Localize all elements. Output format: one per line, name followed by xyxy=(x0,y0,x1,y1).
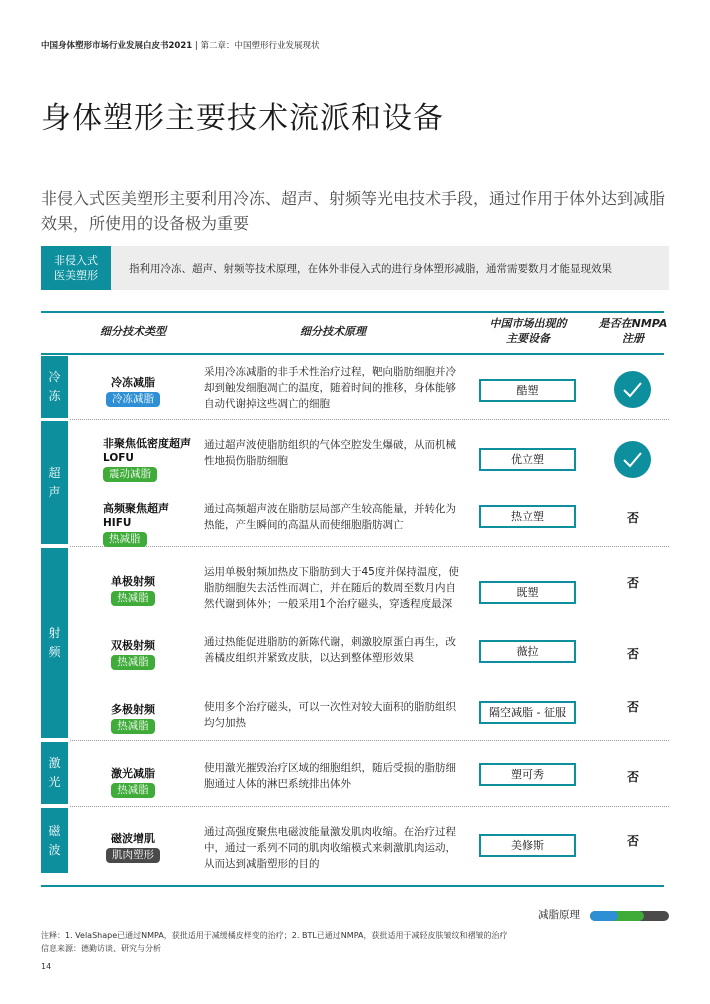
table-row-type xyxy=(78,639,188,670)
group-cold-char1: 冷 xyxy=(48,370,61,384)
header-divider: | xyxy=(194,41,201,51)
group-separator xyxy=(70,419,669,420)
group-label-rf xyxy=(41,548,68,738)
table-bottom-rule xyxy=(41,885,664,887)
category-description: 指利用冷冻、超声、射频等技术原理，在体外非侵入式的进行身体塑形减脂，通常需要数月才能显现效果 xyxy=(111,246,669,290)
nmpa-status: 否 xyxy=(627,576,640,590)
technique-principle: 通过超声波使脂肪组织的气体空腔发生爆破，从而机械性地损伤脂肪细胞 xyxy=(204,439,456,467)
technique-principle: 采用冷冻减脂的非手术性治疗过程，靶向脂肪细胞并冷却到触发细胞凋亡的温度，随着时间的推移，身体能够自动代谢掉这些凋亡的细胞 xyxy=(204,366,456,410)
technique-principle: 通过热能促进脂肪的新陈代谢，刺激胶原蛋白再生，改善橘皮组织并紧致皮肤，以达到整体塑形效果 xyxy=(204,636,456,664)
nmpa-status: 否 xyxy=(627,647,640,661)
page-subtitle: 非侵入式医美塑形主要利用冷冻、超声、射频等光电技术手段，通过作用于体外达到减脂效果，所使用的设备极为重要 xyxy=(41,189,666,233)
group-separator xyxy=(70,806,669,807)
nmpa-registered-check-icon xyxy=(614,371,651,408)
principle-badge: 热减脂 xyxy=(111,783,155,798)
group-label-magnetic xyxy=(41,808,68,873)
technique-principle: 运用单极射频加热皮下脂肪到大于45度并保持温度，使脂肪细胞失去活性而凋亡，并在随后的数周至数月内自然代谢到体外；一般采用1个治疗磁头，穿透程度最深 xyxy=(204,566,459,610)
technique-principle: 通过高频超声波在脂肪层局部产生较高能量，并转化为热能，产生瞬间的高温从而使细胞脂肪凋亡 xyxy=(204,503,456,531)
device-name: 既塑 xyxy=(479,581,576,604)
column-header-device-line2: 主要设备 xyxy=(506,332,550,345)
principle-badge: 热减脂 xyxy=(111,655,155,670)
technique-name: 高频聚焦超声 xyxy=(103,502,169,515)
technique-name: 非聚焦低密度超声 xyxy=(103,437,191,450)
group-magnetic-char2: 波 xyxy=(48,842,61,857)
technique-name: 激光减脂 xyxy=(111,767,155,780)
category-label-line2: 医美塑形 xyxy=(54,269,98,282)
technique-principle: 使用激光摧毁治疗区域的细胞组织，随后受损的脂肪细胞通过人体的淋巴系统排出体外 xyxy=(204,762,456,790)
device-name: 优立塑 xyxy=(479,448,576,471)
principle-badge: 肌肉塑形 xyxy=(106,848,160,863)
group-rf-char1: 射 xyxy=(48,626,61,640)
column-header-device xyxy=(468,316,588,346)
device-name: 薇拉 xyxy=(479,640,576,663)
column-header-nmpa-line2: 注册 xyxy=(622,332,644,345)
technique-name: 磁波增肌 xyxy=(111,832,155,845)
technique-name: 双极射频 xyxy=(111,639,155,652)
group-ultrasound-char2: 声 xyxy=(48,484,61,499)
group-rf-char2: 频 xyxy=(48,645,61,659)
header-chapter: 第二章：中国塑形行业发展现状 xyxy=(200,41,320,51)
column-header-type: 细分技术类型 xyxy=(100,325,166,338)
device-name: 酷塑 xyxy=(479,379,576,402)
legend-label: 减脂原理 xyxy=(538,909,580,921)
principle-badge: 冷冻减脂 xyxy=(106,392,160,407)
header-bottom-rule xyxy=(41,353,664,355)
device-name: 美修斯 xyxy=(479,834,576,857)
nmpa-status: 否 xyxy=(627,700,640,714)
header-book-title: 中国身体塑形市场行业发展白皮书2021 xyxy=(41,41,193,51)
technique-name: 冷冻减脂 xyxy=(111,376,155,389)
group-ultrasound-char1: 超 xyxy=(48,465,61,480)
nmpa-status: 否 xyxy=(627,511,640,525)
group-label-cold xyxy=(41,356,68,418)
group-label-laser xyxy=(41,742,68,804)
page-title: 身体塑形主要技术流派和设备 xyxy=(41,101,444,136)
principle-badge: 热减脂 xyxy=(111,719,155,734)
table-row-type xyxy=(78,376,188,407)
technique-principle: 使用多个治疗磁头，可以一次性对较大面积的脂肪组织均匀加热 xyxy=(204,701,456,729)
footnote: 注释：1. VelaShape已通过NMPA，获批适用于减缓橘皮样变的治疗；2. BTL已通过NMPA，获批适用于减轻皮肤皱纹和褶皱的治疗 xyxy=(41,931,508,940)
principle-badge: 热减脂 xyxy=(103,532,147,547)
column-header-device-line1: 中国市场出现的 xyxy=(489,317,567,330)
group-cold-char2: 冻 xyxy=(48,389,61,403)
nmpa-registered-check-icon xyxy=(614,441,651,478)
column-header-nmpa xyxy=(590,316,676,346)
table-row-type xyxy=(78,767,188,798)
category-label xyxy=(41,246,111,290)
category-label-line1: 非侵入式 xyxy=(54,254,98,267)
table-row-type xyxy=(78,703,188,734)
legend-color-bar xyxy=(590,907,669,919)
device-name: 隔空减脂 - 征服 xyxy=(479,701,576,724)
page-header xyxy=(41,39,319,51)
technique-abbrev: LOFU xyxy=(103,452,134,464)
technique-principle: 通过高强度聚焦电磁波能量激发肌肉收缩。在治疗过程中，通过一系列不同的肌肉收缩模式来刺激肌肉运动，从而达到减脂塑形的目的 xyxy=(204,826,456,870)
page-number: 14 xyxy=(41,962,52,971)
column-header-nmpa-line1: 是否在NMPA xyxy=(598,317,668,330)
source-note: 信息来源：德勤访谈、研究与分析 xyxy=(41,944,161,953)
table-top-rule xyxy=(41,311,664,313)
device-name: 塑可秀 xyxy=(479,763,576,786)
group-laser-char1: 激 xyxy=(48,756,61,770)
group-label-ultrasound xyxy=(41,421,68,544)
nmpa-status: 否 xyxy=(627,834,640,848)
table-row-type xyxy=(103,437,203,482)
table-row-type xyxy=(78,575,188,606)
technique-name: 多极射频 xyxy=(111,703,155,716)
technique-name: 单极射频 xyxy=(111,575,155,588)
group-magnetic-char1: 磁 xyxy=(48,823,61,838)
device-name: 热立塑 xyxy=(479,505,576,528)
group-laser-char2: 光 xyxy=(48,775,61,789)
column-header-principle: 细分技术原理 xyxy=(300,325,366,338)
principle-badge: 震动减脂 xyxy=(103,467,157,482)
nmpa-status: 否 xyxy=(627,770,640,784)
principle-badge: 热减脂 xyxy=(111,591,155,606)
table-row-type xyxy=(103,502,203,547)
group-separator xyxy=(70,740,669,741)
table-row-type xyxy=(78,832,188,863)
technique-abbrev: HIFU xyxy=(103,517,132,529)
